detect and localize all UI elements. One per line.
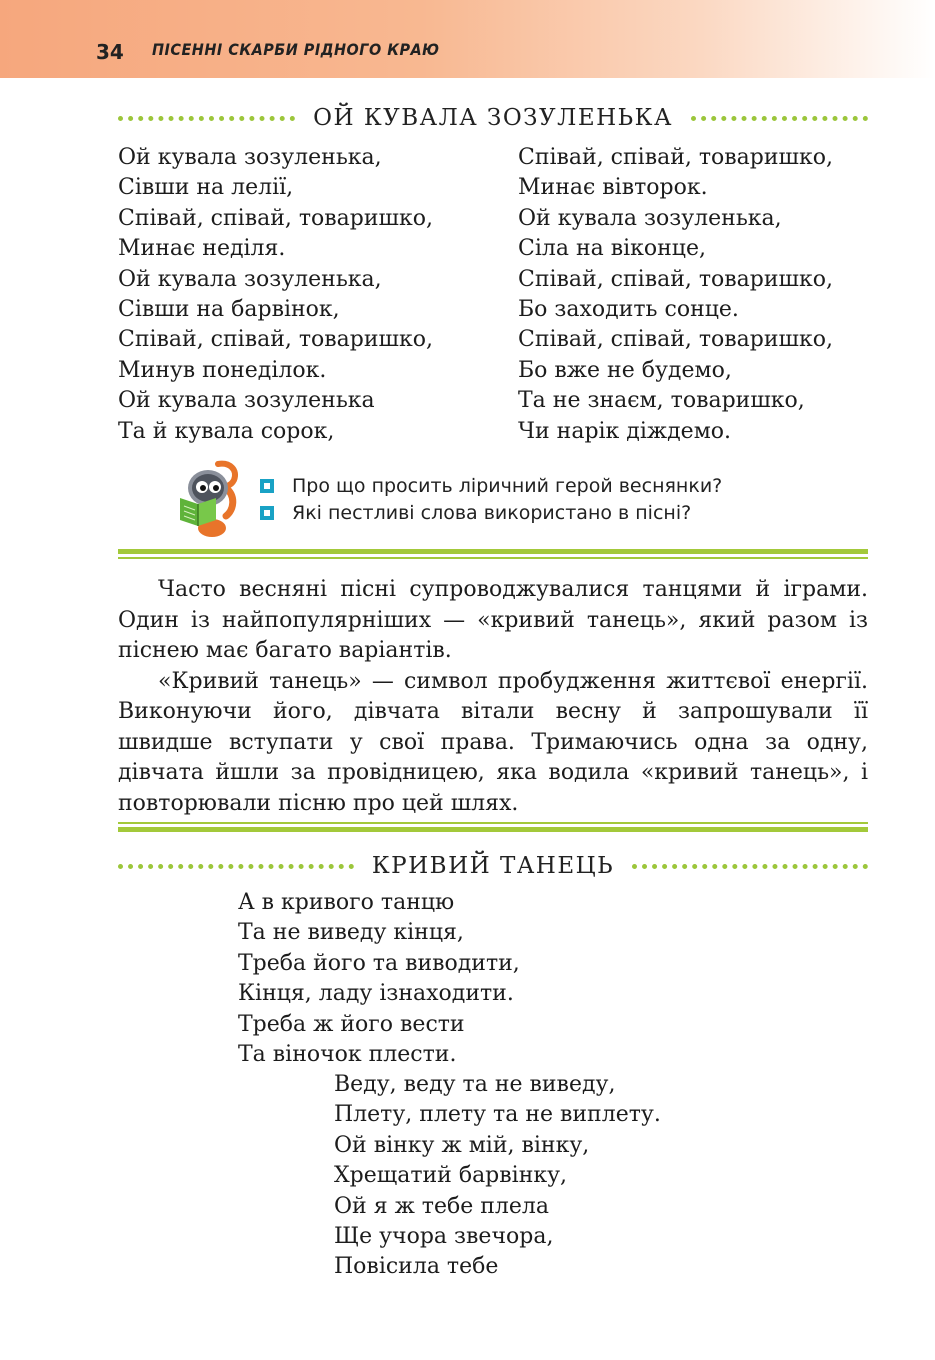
heading-dots-left — [118, 116, 295, 121]
verse-line: Та й кувала сорок, — [118, 418, 335, 444]
verse-line: Та не виведу кінця, — [238, 920, 464, 946]
verse-line: А в кривого танцю — [238, 890, 455, 915]
verse-line: Хрещатий барвінку, — [334, 1163, 568, 1189]
verse-line: Веду, веду та не виведу, — [334, 1072, 616, 1097]
question-text: Про що просить ліричний герой веснянки? — [292, 474, 723, 497]
verse-line: Чи нарік діждемо. — [518, 418, 732, 444]
song2-title: КРИВИЙ ТАНЕЦЬ — [371, 853, 615, 879]
verse-line: Співай, співай, товаришко, — [518, 145, 833, 170]
verse-line: Ой вінку ж мій, вінку, — [334, 1132, 590, 1158]
heading-dots-right — [691, 116, 868, 121]
heading-dots-right — [632, 864, 868, 869]
verse-line: Та віночок плести. — [238, 1041, 457, 1067]
question-text: Які пестливі слова використано в пісні? — [292, 501, 692, 524]
square-bullet-icon — [260, 506, 274, 520]
question-item — [260, 472, 722, 499]
verse-line: Кінця, ладу ізнаходити. — [238, 981, 514, 1007]
verse-line: Сіла на віконце, — [518, 236, 706, 262]
divider-rule — [118, 827, 868, 832]
verse-line: Співай, співай, товаришко, — [518, 327, 833, 353]
divider-rule — [118, 549, 868, 554]
divider-rule — [118, 822, 868, 824]
verse-line: Минає неділя. — [118, 236, 286, 262]
song1-right-column — [518, 143, 833, 447]
question-item — [260, 499, 722, 526]
verse-line: Бо вже не будемо, — [518, 357, 732, 383]
verse-line: Ще учора звечора, — [334, 1223, 554, 1249]
verse-line: Сівши на лелії, — [118, 175, 294, 201]
page-number: 34 — [96, 40, 124, 64]
verse-line: Плету, плету та не виплету. — [334, 1102, 661, 1128]
verse-line: Ой кувала зозуленька, — [518, 205, 782, 231]
song1-heading — [118, 103, 868, 133]
prose-paragraph: Часто весняні пісні супроводжувалися танцями й іграми. Один із найпопулярніших — «кривий танець», який разом із піснею має багато варіантів. — [118, 577, 868, 663]
song1-left-column — [118, 143, 433, 447]
verse-line: Сівши на барвінок, — [118, 296, 340, 322]
song2-part2 — [334, 1070, 661, 1283]
verse-line: Співай, співай, товаришко, — [518, 266, 833, 292]
verse-line: Ой кувала зозуленька, — [118, 145, 382, 170]
song2-heading — [118, 851, 868, 881]
verse-line: Треба ж його вести — [238, 1011, 465, 1037]
prose-paragraph: «Кривий танець» — символ пробудження життєвої енергії. Виконуючи його, дівчата вітали весну й запрошували її швидше вступати у свої права. Тримаючись одна за одну, дівчата йшли за провідницею, яка водила «кривий танець», і повторювали пісню про цей шлях. — [118, 668, 868, 816]
heading-dots-left — [118, 864, 354, 869]
prose-section — [118, 575, 868, 819]
verse-line: Треба його та виводити, — [238, 950, 520, 976]
questions-block — [168, 458, 768, 540]
reading-ant-mascot-icon — [168, 458, 248, 540]
verse-line: Співай, співай, товаришко, — [118, 205, 433, 231]
verse-line: Ой кувала зозуленька, — [118, 266, 382, 292]
running-title: ПІСЕННІ СКАРБИ РІДНОГО КРАЮ — [152, 40, 440, 59]
verse-line: Повісила тебе — [334, 1254, 499, 1280]
square-bullet-icon — [260, 479, 274, 493]
verse-line: Та не знаєм, товаришко, — [518, 388, 805, 414]
song1-title: ОЙ КУВАЛА ЗОЗУЛЕНЬКА — [313, 105, 673, 131]
verse-line: Співай, співай, товаришко, — [118, 327, 433, 353]
verse-line: Ой кувала зозуленька — [118, 388, 375, 414]
verse-line: Минув понеділок. — [118, 357, 327, 383]
divider-rule — [118, 557, 868, 559]
header-band — [0, 0, 935, 78]
song2-part1 — [238, 888, 520, 1070]
verse-line: Бо заходить сонце. — [518, 296, 739, 322]
verse-line: Ой я ж тебе плела — [334, 1193, 549, 1219]
question-list — [260, 472, 722, 526]
verse-line: Минає вівторок. — [518, 175, 708, 201]
